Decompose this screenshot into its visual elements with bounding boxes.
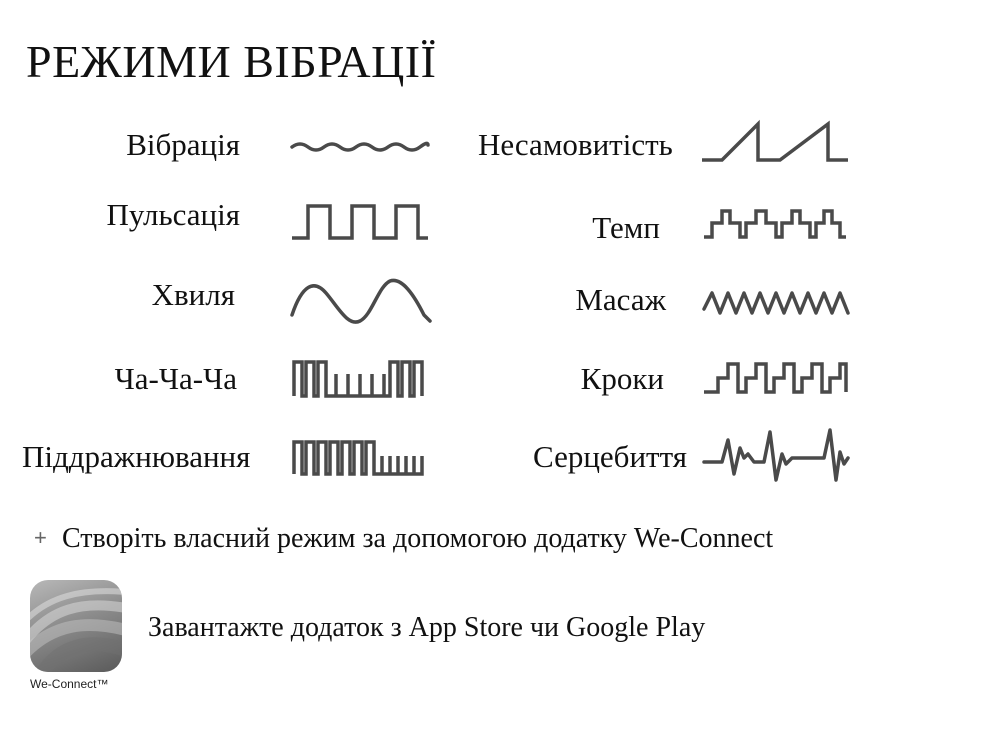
tempo-waveform-icon	[700, 203, 850, 243]
mode-label-steps: Кроки	[580, 361, 664, 396]
mode-label-teasing: Піддражнювання	[22, 439, 251, 474]
chachacha-waveform-icon	[290, 356, 430, 400]
pulsation-waveform-icon	[290, 200, 430, 242]
heartbeat-waveform-icon	[700, 424, 852, 486]
custom-mode-text: Створіть власний режим за допомогою додатку We-Connect	[62, 523, 774, 554]
we-connect-app-icon[interactable]	[30, 580, 122, 672]
page-title: РЕЖИМИ ВІБРАЦІЇ	[26, 36, 437, 87]
app-name-label: We-Connect™	[30, 677, 109, 691]
mode-label-massage: Масаж	[575, 282, 666, 317]
vibration-waveform-icon	[290, 130, 430, 164]
download-app-text: Завантажте додаток з App Store чи Google Play	[148, 612, 706, 643]
teasing-waveform-icon	[290, 434, 430, 478]
app-icon-graphic	[30, 580, 122, 672]
mode-label-pulsation: Пульсація	[106, 197, 240, 232]
mode-label-heartbeat: Серцебиття	[533, 439, 687, 474]
frenzy-waveform-icon	[700, 118, 850, 166]
mode-label-chachacha: Ча-Ча-Ча	[114, 361, 237, 396]
mode-label-wave: Хвиля	[151, 277, 235, 312]
mode-label-vibration: Вібрація	[126, 127, 240, 162]
steps-waveform-icon	[700, 358, 850, 398]
mode-label-tempo: Темп	[592, 210, 660, 245]
wave-waveform-icon	[290, 275, 432, 329]
massage-waveform-icon	[700, 285, 852, 321]
plus-icon: +	[34, 525, 47, 550]
mode-label-frenzy: Несамовитість	[478, 127, 673, 162]
